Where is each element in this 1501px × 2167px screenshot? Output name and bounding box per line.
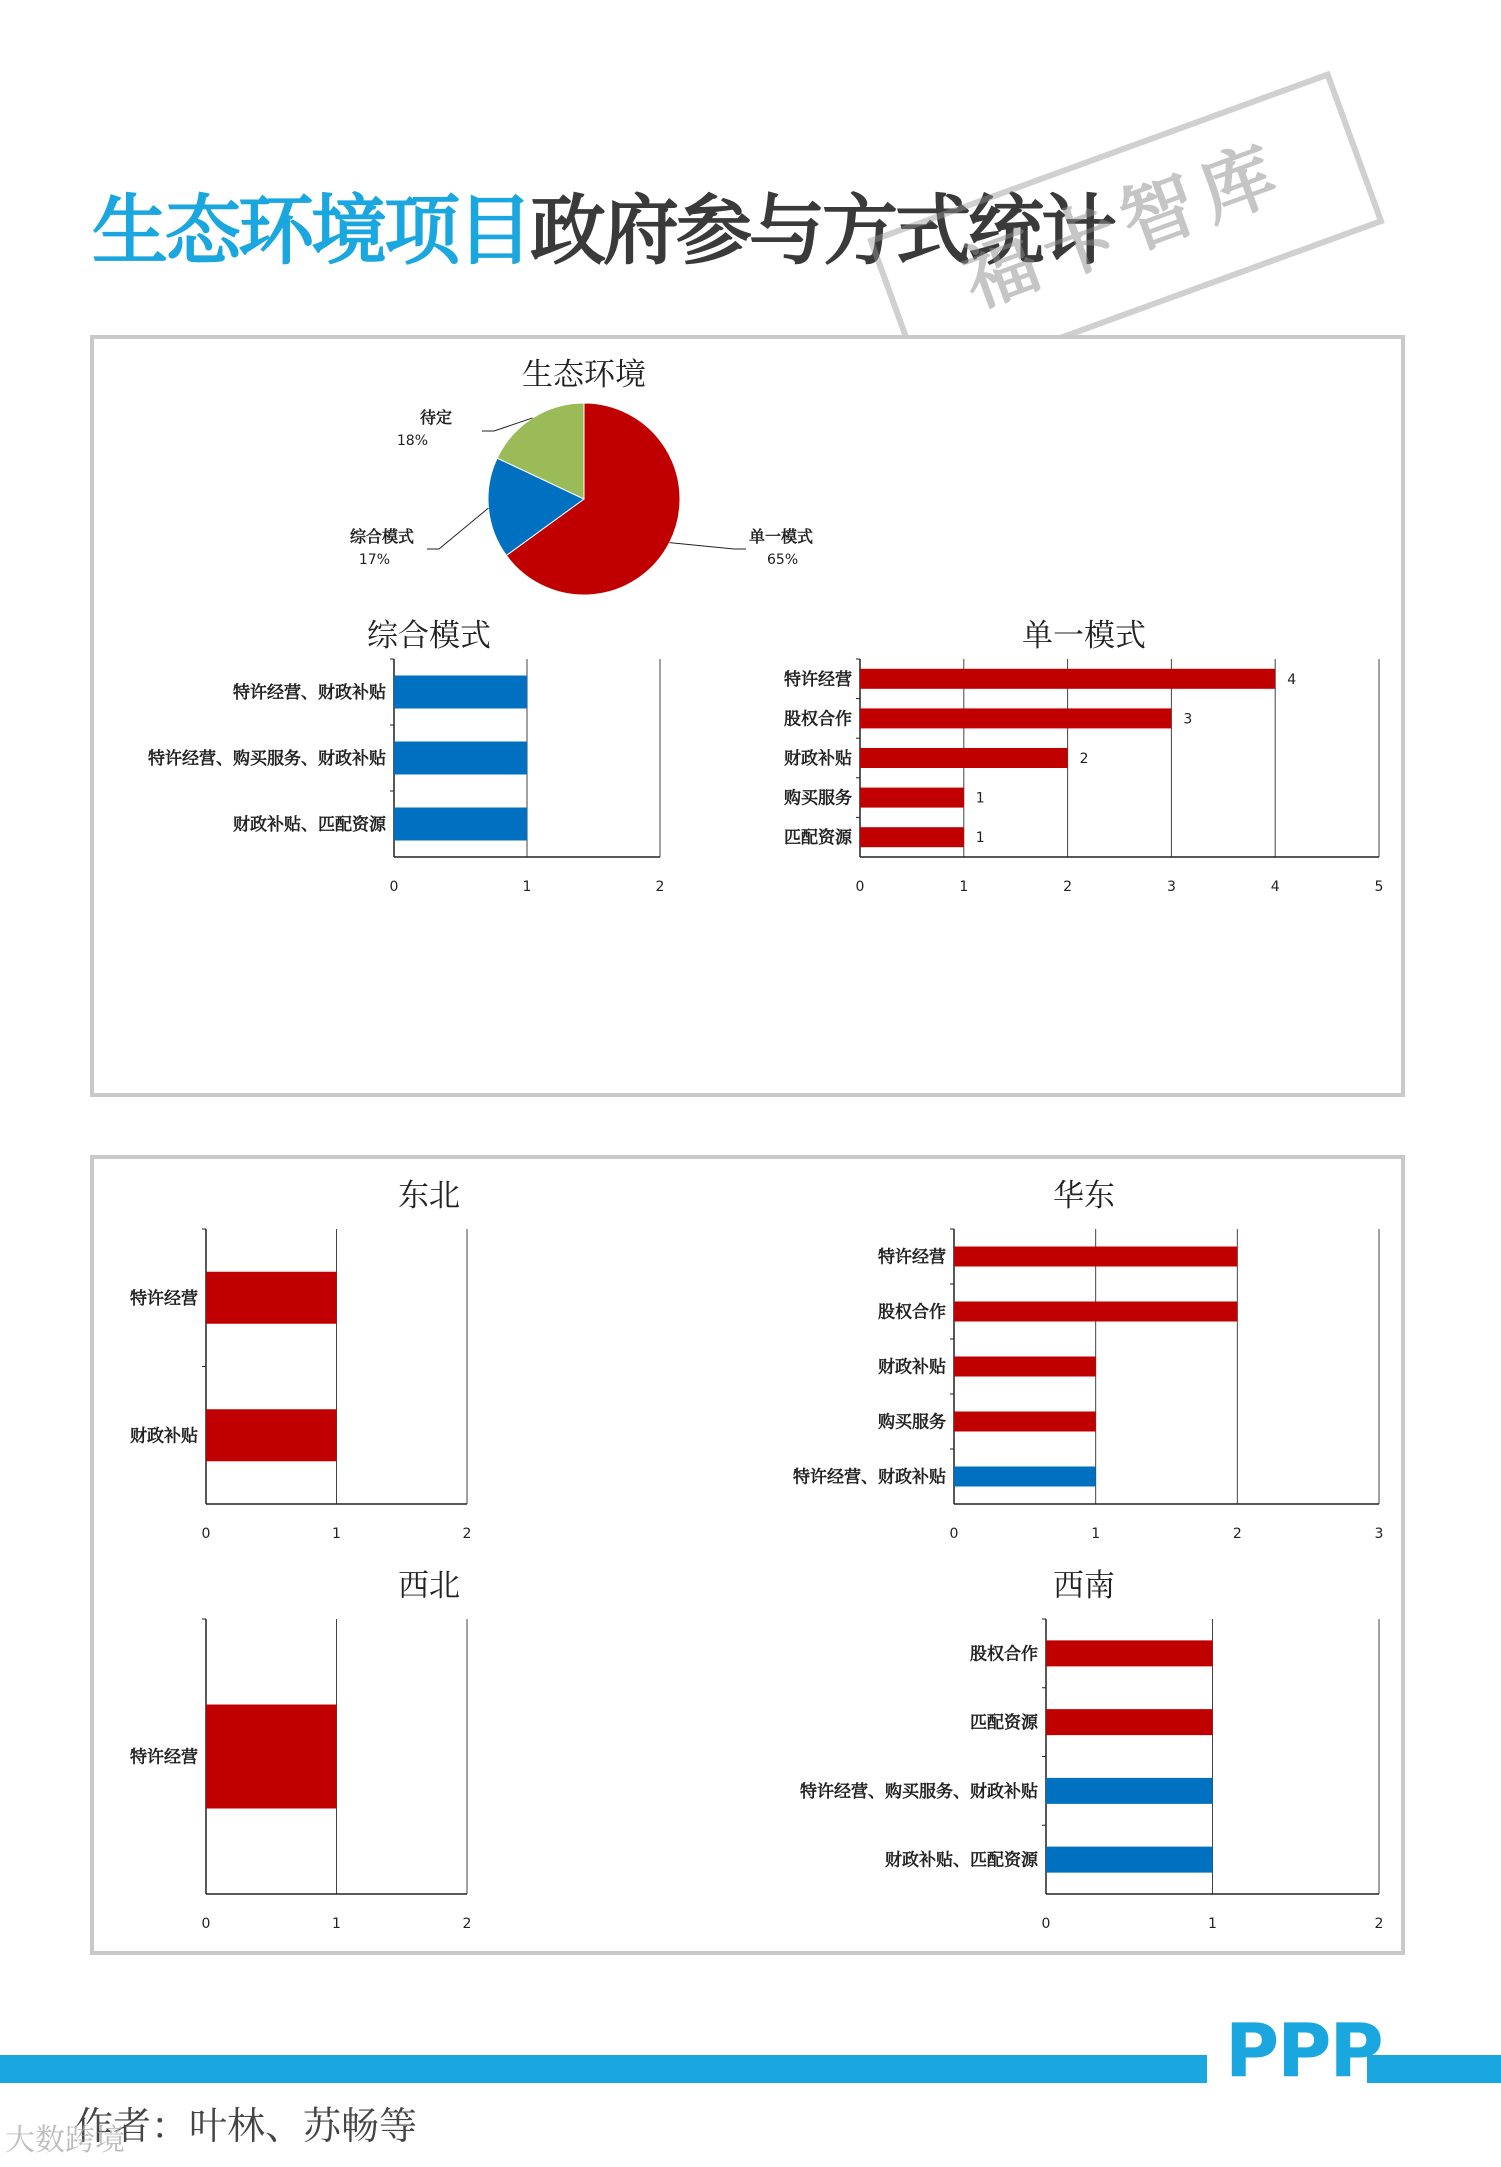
category-label: 特许经营、财政补贴 [793, 1467, 946, 1488]
bar [860, 748, 1068, 768]
bar [1046, 1709, 1213, 1735]
category-label: 购买服务 [878, 1412, 946, 1433]
tick-label: 1 [1091, 1526, 1101, 1542]
title-rest: 政府参与方式统计 [530, 186, 1114, 275]
tick-label: 4 [1270, 879, 1280, 895]
tick-label: 3 [1374, 1526, 1384, 1542]
category-label: 特许经营 [878, 1247, 946, 1268]
tick-label: 2 [462, 1526, 472, 1542]
pie-leader-line [427, 508, 488, 549]
chart-title-combined: 综合模式 [367, 618, 491, 654]
tick-label: 0 [201, 1526, 211, 1542]
watermark-text: 大数跨境 [5, 2123, 125, 2158]
tick-label: 1 [522, 879, 532, 895]
chart-title-east: 华东 [1053, 1178, 1115, 1214]
watermark-stamp: 福卡智库 [867, 71, 1385, 392]
category-label: 财政补贴、匹配资源 [233, 815, 386, 835]
category-label: 特许经营 [130, 1288, 198, 1309]
category-label: 特许经营、财政补贴 [233, 683, 386, 703]
category-label: 特许经营、购买服务、财政补贴 [800, 1781, 1038, 1802]
tick-label: 1 [1208, 1916, 1217, 1932]
pie-leader-line [670, 543, 746, 549]
bar [954, 1412, 1096, 1432]
tick-label: 1 [332, 1526, 341, 1542]
bar [206, 1409, 337, 1461]
bar [394, 742, 527, 775]
tick-label: 2 [1063, 879, 1073, 895]
chart-title-northwest: 西北 [398, 1568, 460, 1604]
tick-label: 1 [959, 879, 969, 895]
chart-title-southwest: 西南 [1053, 1568, 1115, 1604]
overview-charts [94, 339, 1401, 1093]
pie-chart [350, 357, 813, 595]
category-label: 财政补贴 [130, 1426, 198, 1447]
category-label: 特许经营、购买服务、财政补贴 [148, 749, 386, 769]
data-label: 3 [1183, 711, 1193, 728]
tick-label: 0 [949, 1526, 959, 1542]
regional-charts [94, 1159, 1401, 1951]
tick-label: 0 [855, 879, 865, 895]
category-label: 特许经营 [130, 1747, 198, 1768]
bar [1046, 1778, 1213, 1804]
author-credit: 作者：叶林、苏畅等 [75, 2104, 418, 2148]
ppp-brand: PPP [1225, 2008, 1382, 2094]
category-label: 财政补贴、匹配资源 [885, 1850, 1038, 1871]
bar [206, 1272, 337, 1324]
pie-slice-label: 单一模式 [749, 527, 814, 546]
bar [860, 788, 964, 808]
category-label: 股权合作 [878, 1302, 946, 1323]
category-label: 匹配资源 [784, 828, 852, 849]
chart-title-single: 单一模式 [1022, 618, 1146, 654]
bar [860, 669, 1275, 689]
overview-panel [90, 335, 1405, 1097]
regional-panel [90, 1155, 1405, 1955]
tick-label: 2 [462, 1916, 472, 1932]
pie-slice-percent: 17% [358, 552, 390, 568]
bar [394, 808, 527, 841]
data-label: 2 [1079, 751, 1089, 767]
category-label: 特许经营 [784, 669, 852, 690]
category-label: 财政补贴 [878, 1357, 946, 1378]
pie-slice-label: 综合模式 [349, 527, 414, 546]
bar [1046, 1640, 1213, 1666]
chart-title-pie: 生态环境 [522, 357, 646, 393]
bar-chart-northwest [130, 1568, 471, 1932]
bar [954, 1357, 1096, 1377]
tick-label: 2 [655, 879, 665, 895]
tick-label: 0 [389, 879, 399, 895]
category-label: 股权合作 [784, 709, 852, 730]
tick-label: 2 [1232, 1526, 1242, 1542]
tick-label: 5 [1374, 879, 1384, 895]
chart-title-northeast: 东北 [398, 1178, 460, 1214]
category-label: 购买服务 [784, 788, 852, 809]
tick-label: 0 [201, 1916, 211, 1932]
bar-chart-southwest [800, 1568, 1383, 1932]
bar [206, 1705, 337, 1809]
category-label: 匹配资源 [970, 1713, 1038, 1734]
bar [1046, 1847, 1213, 1873]
tick-label: 3 [1166, 879, 1176, 895]
bar [954, 1247, 1237, 1267]
pie-slice-percent: 65% [767, 552, 799, 568]
data-label: 1 [975, 830, 985, 847]
pie-slice-label: 待定 [419, 408, 452, 427]
bar [954, 1467, 1096, 1487]
bar-chart-northeast [130, 1178, 471, 1542]
pie-slice-percent: 18% [396, 433, 428, 449]
tick-label: 0 [1041, 1916, 1051, 1932]
bar-chart-single [784, 618, 1383, 895]
title-highlight: 生态环境项目 [92, 186, 530, 275]
bar [860, 827, 964, 847]
category-label: 股权合作 [970, 1644, 1038, 1665]
bar [954, 1302, 1237, 1322]
bar-chart-east [793, 1178, 1383, 1542]
tick-label: 2 [1374, 1916, 1384, 1932]
data-label: 4 [1287, 671, 1297, 688]
bar-chart-combined [148, 618, 664, 895]
category-label: 财政补贴 [784, 749, 852, 769]
tick-label: 1 [332, 1916, 341, 1932]
bar [860, 708, 1171, 728]
bar [394, 676, 527, 709]
data-label: 1 [975, 790, 985, 807]
